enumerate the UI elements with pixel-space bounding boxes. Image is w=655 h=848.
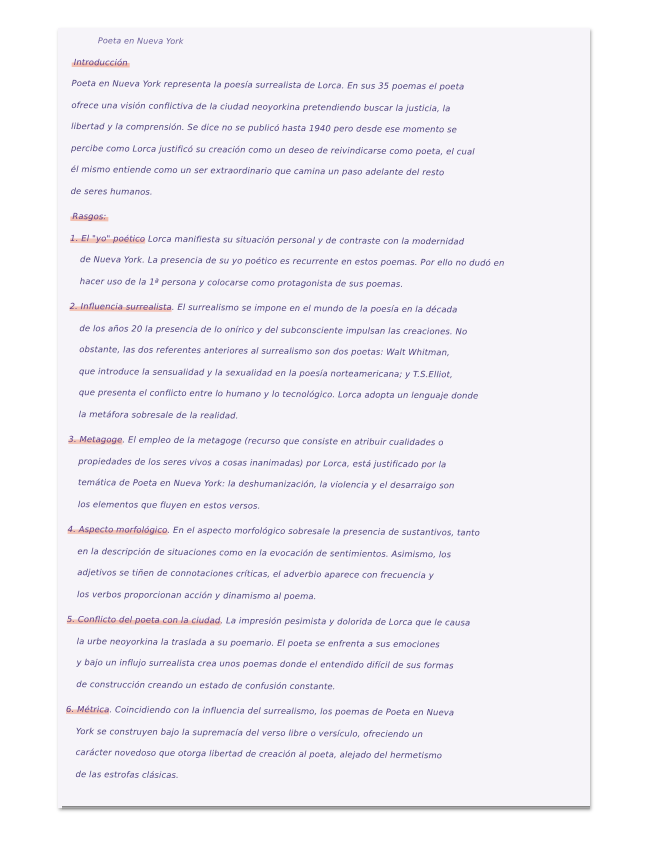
rasgo-line: de los años 20 la presencia de lo onírico y del subconsciente impulsan las creaciones. No bbox=[79, 322, 468, 336]
rasgo-label: 1. El "yo" poético bbox=[70, 232, 146, 244]
rasgo-line: temática de Poeta en Nueva York: la deshumanización, la violencia y el desarraigo son bbox=[78, 477, 455, 491]
rasgo-item bbox=[70, 227, 575, 296]
intro-line: ofrece una visión conflictiva de la ciudad neoyorkina pretendiendo buscar la justicia, la bbox=[71, 99, 451, 113]
page-title: Poeta en Nueva York bbox=[97, 36, 184, 46]
rasgos-heading: Rasgos: bbox=[72, 211, 107, 222]
rasgo-text: . La impresión pesimista y dolorida de Lorca que le causa bbox=[220, 615, 471, 628]
rasgo-text: . El empleo de la metagoge (recurso que consiste en atribuir cualidades o bbox=[122, 434, 444, 448]
intro-line: percibe como Lorca justificó su creación como un deseo de reivindicarse como poeta, el cual bbox=[70, 142, 475, 157]
rasgo-label: 4. Aspecto morfológico bbox=[67, 523, 168, 535]
rasgo-line: de construcción creando un estado de confusión constante. bbox=[76, 678, 336, 691]
intro-line: él mismo entiende como un ser extraordinario que camina un paso adelante del resto bbox=[70, 163, 445, 178]
rasgo-line: en la descripción de situaciones como en la evocación de sentimientos. Asimismo, los bbox=[77, 545, 452, 559]
rasgo-line: carácter novedoso que otorga libertad de creación al poeta, alejado del hermetismo bbox=[75, 747, 443, 761]
rasgos-list bbox=[65, 227, 574, 789]
rasgo-item bbox=[66, 609, 571, 699]
rasgo-line: que presenta el conflicto entre lo humano y lo tecnológico. Lorca adopta un lenguaje donde bbox=[78, 387, 479, 401]
rasgo-line: la urbe neoyorkina la traslada a su poemario. El poeta se enfrenta a sus emociones bbox=[76, 635, 440, 649]
page-edge-shadow bbox=[62, 806, 590, 810]
rasgo-line: obstante, las dos referentes anteriores al surrealismo son dos poetas: Walt Whitman, bbox=[79, 344, 450, 358]
rasgo-item bbox=[69, 296, 574, 429]
rasgo-label: 3. Metagoge bbox=[68, 433, 123, 445]
rasgo-item bbox=[67, 519, 572, 609]
rasgo-label: 6. Métrica bbox=[66, 703, 110, 715]
rasgo-line: los elementos que fluyen en estos versos. bbox=[77, 498, 261, 511]
rasgo-text: Lorca manifiesta su situación personal y de contraste con la modernidad bbox=[145, 233, 465, 246]
rasgo-item bbox=[65, 699, 570, 789]
rasgo-line: de las estrofas clásicas. bbox=[75, 768, 179, 780]
handwritten-notes bbox=[65, 30, 576, 793]
rasgo-line: y bajo un influjo surrealista crea unos poemas donde el entendido difícil de sus formas bbox=[76, 657, 454, 671]
rasgo-item bbox=[68, 429, 573, 519]
rasgo-text: . Coincidiendo con la influencia del surrealismo, los poemas de Poeta en Nueva bbox=[109, 704, 455, 718]
rasgo-line: los verbos proporcionan acción y dinamismo al poema. bbox=[77, 588, 317, 601]
rasgo-line: de Nueva York. La presencia de su yo poético es recurrente en estos poemas. Por ello no dudó en bbox=[79, 254, 505, 268]
rasgo-label: 5. Conflicto del poeta con la ciudad bbox=[66, 613, 221, 626]
rasgo-line: que introduce la sensualidad y la sexualidad en la poesía norteamericana; y T.S.Elliot, bbox=[78, 365, 453, 379]
rasgo-line: York se construyen bajo la supremacía del verso libre o versículo, ofreciendo un bbox=[75, 725, 424, 739]
rasgo-line: adjetivos se tiñen de connotaciones críticas, el adverbio aparece con frecuencia y bbox=[77, 567, 434, 581]
intro-heading: Introducción bbox=[73, 56, 128, 67]
intro-line: de seres humanos. bbox=[70, 185, 153, 197]
intro-line: libertad y la comprensión. Se dice no se publicó hasta 1940 pero desde ese momento se bbox=[71, 120, 457, 135]
rasgo-label: 2. Influencia surrealista bbox=[69, 300, 172, 312]
rasgo-line: la metáfora sobresale de la realidad. bbox=[78, 408, 239, 420]
intro-paragraph bbox=[70, 73, 575, 206]
paper-sheet bbox=[58, 28, 590, 808]
intro-line: Poeta en Nueva York representa la poesía surrealista de Lorca. En sus 35 poemas el poeta bbox=[71, 77, 465, 92]
rasgo-text: . En el aspecto morfológico sobresale la presencia de sustantivos, tanto bbox=[167, 524, 480, 538]
rasgo-text: . El surrealismo se impone en el mundo de la poesía en la década bbox=[171, 301, 458, 315]
rasgo-line: hacer uso de la 1ª persona y colocarse como protagonista de sus poemas. bbox=[79, 275, 404, 289]
rasgo-line: propiedades de los seres vivos a cosas inanimadas) por Lorca, está justificado por la bbox=[78, 455, 447, 469]
